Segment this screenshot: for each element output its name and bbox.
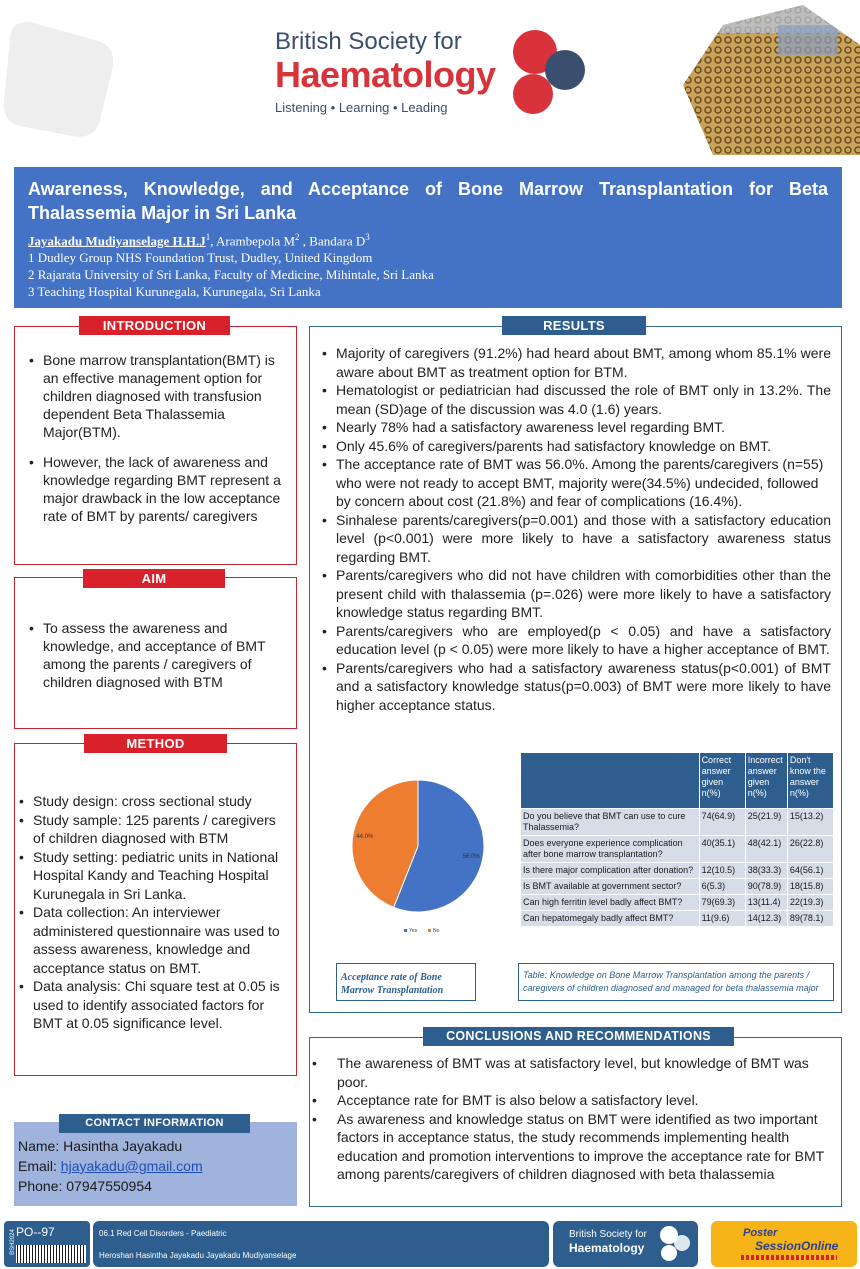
list-item: • Study sample: 125 parents / caregivers of children diagnosed with BTM	[17, 811, 286, 848]
method-list	[15, 744, 296, 1033]
legend-swatch	[428, 929, 431, 932]
list-item: • Data analysis: Chi square test at 0.05 is used to identify associated factors for BMT at 0.05 significance level.	[17, 977, 286, 1033]
contact-section	[14, 1122, 297, 1206]
table-header-cell: Don't know the answer n(%)	[787, 753, 833, 809]
table-cell: 11(9.6)	[699, 911, 745, 927]
list-item: • Sinhalese parents/caregivers(p=0.001) and those with a satisfactory education level (p<0.001) were more likely to have a satisfactory awareness status regarding BMT.	[320, 511, 831, 567]
logo-line1: British Society for	[275, 28, 462, 55]
author-block	[28, 229, 828, 300]
poster-session-online-logo	[711, 1221, 857, 1267]
contact-heading: CONTACT INFORMATION	[59, 1114, 250, 1133]
conclusions-list	[310, 1038, 841, 1184]
side-code: BSH2024	[9, 1229, 16, 1255]
list-item: • Acceptance rate for BMT is also below a satisfactory level.	[310, 1091, 827, 1110]
table-cell: Can high ferritin level badly affect BMT?	[521, 895, 700, 911]
table-cell: 22(19.3)	[787, 895, 833, 911]
pie-legend	[404, 928, 440, 934]
pso-line1: Poster	[743, 1227, 778, 1239]
footer-category: 06.1 Red Cell Disorders - Paediatric	[99, 1229, 227, 1238]
conclusions-heading: CONCLUSIONS AND RECOMMENDATIONS	[423, 1027, 734, 1046]
list-item: • However, the lack of awareness and knowledge regarding BMT represent a major drawback in the low acceptance rate of BMT by parents/ caregivers	[27, 453, 282, 525]
table-cell: 12(10.5)	[699, 863, 745, 879]
legend-swatch	[404, 929, 407, 932]
list-item: • Data collection: An interviewer administered questionnaire was used to assess awareness, knowledge and acceptance status on BMT.	[17, 903, 286, 977]
list-item: • Majority of caregivers (91.2%) had heard about BMT, among whom 85.1% were aware about BMT as treatment option for BTM.	[320, 344, 831, 381]
pie-data-label: 56.0%	[462, 854, 480, 861]
title-banner	[14, 167, 842, 308]
aim-list	[15, 578, 296, 691]
pie-caption: Acceptance rate of Bone Marrow Transplantation	[341, 972, 444, 996]
table-cell: 6(5.3)	[699, 879, 745, 895]
contact-email-line	[18, 1156, 293, 1176]
footer-bsh-line1: British Society for	[569, 1229, 647, 1240]
table-cell: 79(69.3)	[699, 895, 745, 911]
table-cell: 25(21.9)	[745, 809, 787, 836]
poster-id-badge	[4, 1221, 90, 1267]
footer-logo-circles-icon	[657, 1225, 693, 1263]
barcode	[16, 1245, 86, 1263]
table-row	[521, 836, 834, 863]
method-heading: METHOD	[84, 734, 227, 753]
table-cell: Can hepatomegaly badly affect BMT?	[521, 911, 700, 927]
poster-title: Awareness, Knowledge, and Acceptance of Bone Marrow Transplantation for Beta Thalassemia Major in Sri Lanka	[28, 179, 828, 223]
table-cell: Is BMT available at government sector?	[521, 879, 700, 895]
table-cell: 40(35.1)	[699, 836, 745, 863]
conclusions-section	[309, 1037, 842, 1207]
list-item: • The acceptance rate of BMT was 56.0%. Among the parents/caregivers (n=55) who were not ready to accept BMT, majority were(34.5%) undecided, followed by concern about cost (21.8%) and fear of complications (16.4%).	[320, 455, 831, 511]
introduction-section	[14, 326, 297, 565]
list-item: • Parents/caregivers who are employed(p < 0.05) and have a satisfactory education level (p < 0.05) were more likely to have a higher acceptance of BMT.	[320, 622, 831, 659]
list-item: • Study design: cross sectional study	[17, 792, 286, 811]
table-row	[521, 911, 834, 927]
results-list	[310, 327, 841, 714]
pso-underline	[741, 1255, 837, 1260]
contact-phone: Phone: 07947550954	[18, 1178, 152, 1194]
affiliation: 2 Rajarata University of Sri Lanka, Faculty of Medicine, Mihintale, Sri Lanka	[28, 267, 434, 283]
aim-section	[14, 577, 297, 729]
legend-label: Yes	[409, 928, 418, 934]
list-item: • The awareness of BMT was at satisfactory level, but knowledge of BMT was poor.	[310, 1054, 827, 1091]
list-item: • Nearly 78% had a satisfactory awareness level regarding BMT.	[320, 418, 831, 437]
footer-bsh-line2: Haematology	[569, 1241, 645, 1255]
list-item: • Study setting: pediatric units in National Hospital Kandy and Teaching Hospital Kurunegala in Sri Lanka.	[17, 848, 286, 904]
legend-label: No	[433, 928, 440, 934]
table-cell: 13(11.4)	[745, 895, 787, 911]
logo-circles-icon	[505, 28, 595, 118]
co-author-2: , Bandara D	[299, 233, 366, 249]
results-heading: RESULTS	[502, 316, 646, 335]
table-row	[521, 895, 834, 911]
table-cell: Do you believe that BMT can use to cure Thalassemia?	[521, 809, 700, 836]
list-item: • Bone marrow transplantation(BMT) is an effective management option for children diagnosed with transfusion dependent Beta Thalassemia Major(BTM).	[27, 351, 282, 441]
aim-heading: AIM	[83, 569, 225, 588]
table-cell: 48(42.1)	[745, 836, 787, 863]
introduction-heading: INTRODUCTION	[79, 316, 230, 335]
footer-bsh-logo	[553, 1221, 698, 1267]
knowledge-table	[520, 752, 834, 927]
contact-name: Name: Hasintha Jayakadu	[18, 1138, 183, 1154]
footer-author: Heroshan Hasintha Jayakadu Jayakadu Mudiyanselage	[99, 1251, 297, 1260]
pie-caption-box	[336, 963, 476, 1001]
table-cell: 89(78.1)	[787, 911, 833, 927]
table-cell: 18(15.8)	[787, 879, 833, 895]
list-item: • Parents/caregivers who had a satisfactory awareness status(p<0.001) of BMT and a satisfactory knowledge status(p=0.003) of BMT were more likely to have higher acceptance status.	[320, 659, 831, 715]
table-row	[521, 809, 834, 836]
table-caption: Table: Knowledge on Bone Marrow Transplantation among the parents / caregivers of children diagnosed and managed for beta thalassemia major	[523, 970, 819, 993]
table-cell: 14(12.3)	[745, 911, 787, 927]
table-header-row	[521, 753, 834, 809]
table-cell: 15(13.2)	[787, 809, 833, 836]
co-author: , Arambepola M	[210, 233, 296, 249]
contact-email-link[interactable]: hjayakadu@gmail.com	[60, 1158, 203, 1174]
list-item: • As awareness and knowledge status on BMT were identified as two important factors in acceptance status, the study recommends implementing health education and promotion interventions to improve the acceptance rate for BMT among parents/caregivers of children diagnosed with beta thalassemia	[310, 1110, 827, 1184]
affiliation: 1 Dudley Group NHS Foundation Trust, Dudley, United Kingdom	[28, 250, 373, 266]
table-caption-box	[518, 963, 834, 1001]
method-section	[14, 743, 297, 1076]
logo-tagline: Listening • Learning • Leading	[275, 100, 448, 115]
table-cell: 38(33.3)	[745, 863, 787, 879]
table-header-cell: Incorrect answer given n(%)	[745, 753, 787, 809]
affiliation: 3 Teaching Hospital Kurunegala, Kurunegala, Sri Lanka	[28, 284, 321, 300]
decorative-shape	[0, 0, 140, 150]
lead-author: Jayakadu Mudiyanselage H.H.J	[28, 233, 206, 249]
co-author-sup: 2	[295, 232, 300, 242]
table-cell: 74(64.9)	[699, 809, 745, 836]
table-row	[521, 863, 834, 879]
footer-info	[93, 1221, 549, 1267]
table-row	[521, 879, 834, 895]
list-item: • Only 45.6% of caregivers/parents had satisfactory knowledge on BMT.	[320, 437, 831, 456]
acceptance-pie-chart	[340, 770, 500, 940]
list-item: • Hematologist or pediatrician had discussed the role of BMT only in 13.2%. The mean (SD)age of the discussion was 4.0 (1.6) years.	[320, 381, 831, 418]
contact-email-prefix: Email:	[18, 1158, 61, 1174]
table-header-cell: Correct answer given n(%)	[699, 753, 745, 809]
pso-line2: SessionOnline	[755, 1239, 839, 1253]
table-cell: Does everyone experience complication after bone marrow transplantation?	[521, 836, 700, 863]
table-cell: Is there major complication after donation?	[521, 863, 700, 879]
table-cell: 90(78.9)	[745, 879, 787, 895]
introduction-list	[15, 327, 296, 525]
co-author-2-sup: 3	[365, 232, 370, 242]
library-photo	[683, 5, 860, 155]
lead-author-sup: 1	[205, 232, 211, 242]
list-item: • To assess the awareness and knowledge, and acceptance of BMT among the parents / caregivers of children diagnosed with BTM	[27, 619, 282, 691]
table-header-cell	[521, 753, 700, 809]
table-cell: 26(22.8)	[787, 836, 833, 863]
table-cell: 64(56.1)	[787, 863, 833, 879]
logo-line2: Haematology	[275, 54, 496, 95]
list-item: • Parents/caregivers who did not have children with comorbidities other than the present child with thalassemia (p=.026) were more likely to have a satisfactory knowledge status regarding BMT.	[320, 566, 831, 622]
poster-id: PO--97	[16, 1225, 55, 1239]
pie-data-label: 44.0%	[356, 833, 374, 840]
pie-slices	[352, 780, 484, 912]
